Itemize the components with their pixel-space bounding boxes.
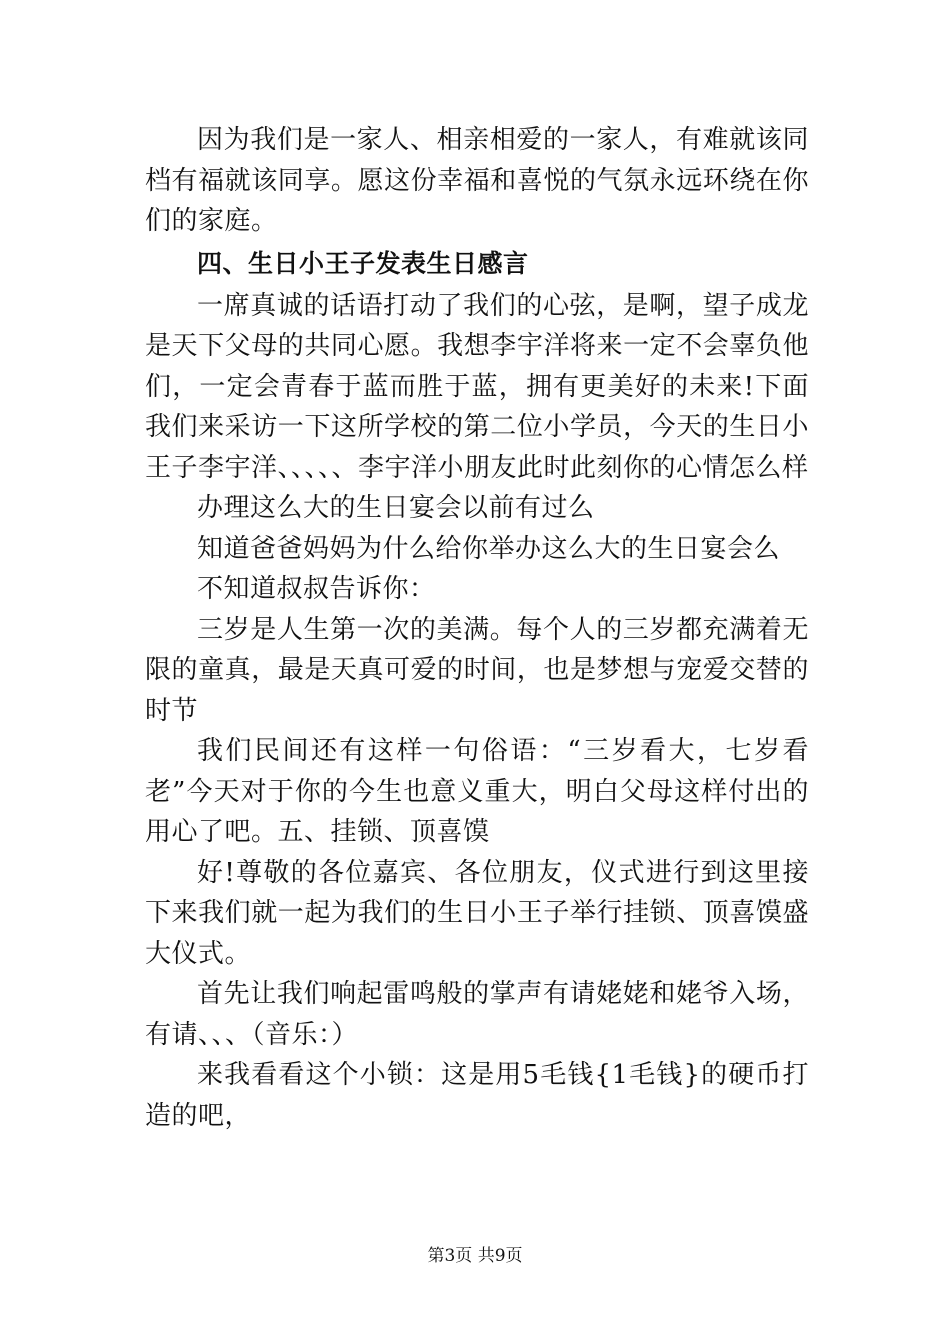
paragraph-question-why-banquet: 知道爸爸妈妈为什么给你举办这么大的生日宴会么 (197, 533, 781, 564)
page-number-footer: 第3页 共9页 (427, 1246, 523, 1266)
paragraph-lock-ceremony: 好!尊敬的各位嘉宾、各位朋友，仪式进行到这里接下来我们就一起为我们的生日小王子举行挂锁、顶喜馍盛大仪式。 (145, 857, 809, 969)
paragraph-grandparents-entrance: 首先让我们响起雷鸣般的掌声有请姥姥和姥爷入场，有请、、、（音乐：） (145, 979, 809, 1050)
paragraph-family-wish: 因为我们是一家人、相亲相爱的一家人，有难就该同档有福就该同享。愿这份幸福和喜悦的气氛永远环绕在你们的家庭。 (145, 125, 809, 236)
paragraph-uncle-tells: 不知道叔叔告诉你： (197, 574, 436, 604)
paragraph-question-banquet-before: 办理这么大的生日宴会以前有过么 (197, 493, 595, 523)
paragraph-small-lock: 来我看看这个小锁：这是用5毛钱{1毛钱}的硬币打造的吧， (145, 1060, 809, 1131)
paragraph-three-years-old: 三岁是人生第一次的美满。每个人的三岁都充满着无限的童真，最是天真可爱的时间，也是梦想与宠爱交替的时节 (145, 614, 809, 726)
paragraph-interview-intro: 一席真诚的话语打动了我们的心弦，是啊，望子成龙是天下父母的共同心愿。我想李宇洋将来一定不会辜负他们，一定会青春于蓝而胜于蓝，拥有更美好的未来!下面我们来采访一下这所学校的第二位小学员，今天的生日小王子李宇洋、、、、、李宇洋小朋友此时此刻你的心情怎么样 (145, 290, 809, 483)
document-body (145, 120, 809, 1136)
section-heading-birthday-speech: 四、生日小王子发表生日感言 (197, 248, 529, 278)
paragraph-folk-saying: 我们民间还有这样一句俗语：“三岁看大，七岁看老”今天对于你的今生也意义重大，明白父母这样付出的用心了吧。五、挂锁、顶喜馍 (145, 736, 809, 847)
